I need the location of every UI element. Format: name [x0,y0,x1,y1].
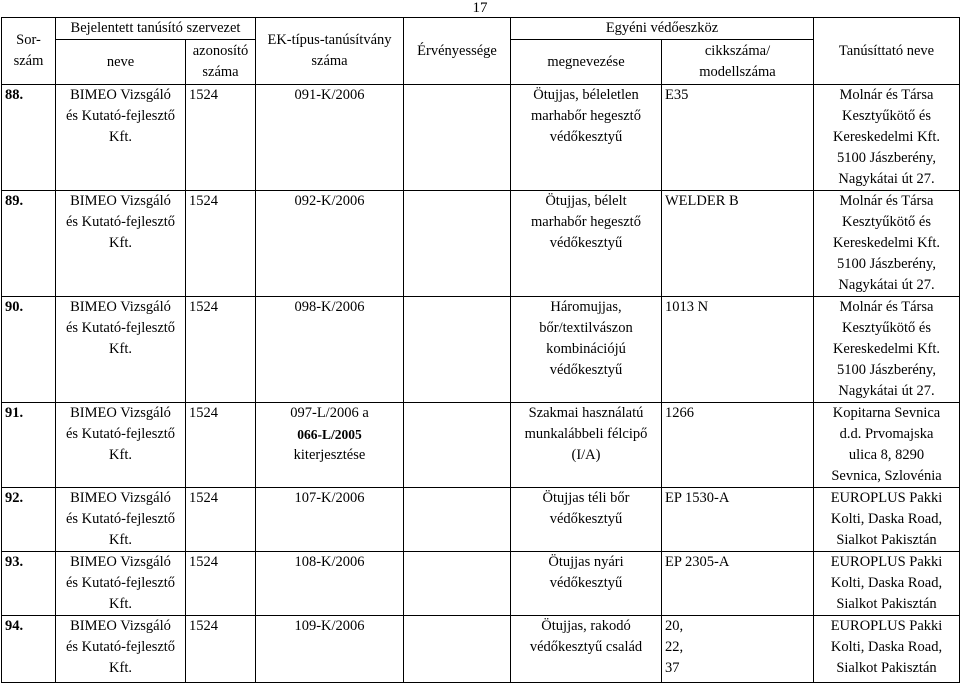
organization-id: 1524 [186,552,256,616]
equipment-name [511,616,662,683]
org-line: és Kutató-fejlesztő [65,426,176,442]
code-line: 1013 N [665,299,709,315]
ek-line: 097-L/2006 a [290,405,369,421]
header-org-id: azonosító száma [186,40,256,85]
ek-line: 091-K/2006 [294,87,365,103]
row-number: 90. [2,297,56,403]
certifier [814,403,960,488]
ek-line: 109-K/2006 [294,618,365,634]
header-sorszam: Sor-szám [2,18,56,85]
name-line: kombinációjú [546,341,626,357]
org-line: és Kutató-fejlesztő [65,214,176,230]
header-certifier: Tanúsíttató neve [814,18,960,85]
code-line: EP 1530-A [665,490,730,506]
equipment-code [662,552,814,616]
organization-id: 1524 [186,616,256,683]
name-line: védőkesztyű [549,575,623,591]
ek-certificate-number [256,552,404,616]
cert-line: Sevnica, Szlovénia [831,468,942,484]
equipment-code [662,616,814,683]
register-table [1,17,960,683]
equipment-code [662,403,814,488]
org-line: BIMEO Vizsgáló [70,193,171,209]
organization-name [56,488,186,552]
validity [404,403,511,488]
org-line: és Kutató-fejlesztő [65,511,176,527]
header-ek-number: EK-típus-tanúsítvány száma [256,18,404,85]
organization-id: 1524 [186,403,256,488]
org-line: Kft. [109,447,132,463]
row-number: 93. [2,552,56,616]
name-line: (I/A) [571,447,601,463]
org-line: Kft. [109,532,132,548]
cert-line: 5100 Jászberény, [837,256,936,272]
cert-line: 5100 Jászberény, [837,150,936,166]
header-equipment-name: megnevezése [511,40,662,85]
register-body [2,85,960,683]
ek-certificate-number [256,85,404,191]
cert-line: EUROPLUS Pakki [830,618,943,634]
table-row [2,297,960,403]
row-number: 89. [2,191,56,297]
equipment-code [662,85,814,191]
ek-certificate-number [256,191,404,297]
cert-line: Molnár és Társa [839,299,934,315]
certifier [814,488,960,552]
name-line: Ötujjas, béleletlen [533,87,639,103]
organization-name [56,616,186,683]
equipment-name [511,403,662,488]
cert-line: Nagykátai út 27. [838,383,935,399]
validity [404,488,511,552]
cert-line: Kereskedelmi Kft. [832,341,941,357]
code-line: 1266 [665,405,694,421]
org-line: BIMEO Vizsgáló [70,618,171,634]
equipment-name [511,552,662,616]
org-line: BIMEO Vizsgáló [70,490,171,506]
org-line: BIMEO Vizsgáló [70,299,171,315]
ek-certificate-number [256,488,404,552]
validity [404,297,511,403]
equipment-name [511,297,662,403]
certifier [814,191,960,297]
header-equipment-code: cikkszáma/ modellszáma [662,40,814,85]
ek-line: kiterjesztése [293,447,366,463]
ek-line: 092-K/2006 [294,193,365,209]
code-line: 20, [665,618,684,634]
cert-line: Nagykátai út 27. [838,171,935,187]
org-line: és Kutató-fejlesztő [65,575,176,591]
cert-line: d.d. Prvomajska [839,426,934,442]
row-number: 88. [2,85,56,191]
certifier [814,552,960,616]
cert-line: 5100 Jászberény, [837,362,936,378]
organization-name [56,85,186,191]
equipment-code [662,297,814,403]
cert-line: EUROPLUS Pakki [830,490,943,506]
cert-line: Sialkot Pakisztán [836,532,937,548]
organization-id: 1524 [186,488,256,552]
certifier [814,616,960,683]
org-line: BIMEO Vizsgáló [70,554,171,570]
name-line: védőkesztyű [549,362,623,378]
ek-certificate-number [256,297,404,403]
equipment-code [662,191,814,297]
org-line: Kft. [109,129,132,145]
name-line: Ötujjas, rakodó [541,618,631,634]
row-number: 94. [2,616,56,683]
table-row [2,488,960,552]
cert-line: Sialkot Pakisztán [836,660,937,676]
table-row [2,552,960,616]
ek-certificate-number [256,616,404,683]
name-line: védőkesztyű [549,511,623,527]
name-line: marhabőr hegesztő [531,214,641,230]
organization-name [56,552,186,616]
cert-line: Kolti, Daska Road, [830,639,943,655]
cert-line: Nagykátai út 27. [838,277,935,293]
cert-line: Kolti, Daska Road, [830,511,943,527]
cert-line: ulica 8, 8290 [848,447,925,463]
name-line: Szakmai használatú [528,405,644,421]
equipment-name [511,85,662,191]
row-number: 92. [2,488,56,552]
org-line: Kft. [109,660,132,676]
cert-line: Kopitarna Sevnica [832,405,941,421]
name-line: Ötujjas, bélelt [545,193,627,209]
code-line: 22, [665,639,684,655]
organization-id: 1524 [186,297,256,403]
row-number: 91. [2,403,56,488]
ek-line: 107-K/2006 [294,490,365,506]
org-line: Kft. [109,596,132,612]
certifier [814,85,960,191]
name-line: Ötujjas téli bőr [542,490,630,506]
ek-line: 108-K/2006 [294,554,365,570]
header-org-name: neve [56,40,186,85]
cert-line: Molnár és Társa [839,193,934,209]
name-line: védőkesztyű [549,129,623,145]
code-line: 37 [665,660,680,676]
name-line: Háromujjas, [550,299,622,315]
page-number: 17 [472,0,488,16]
name-line: munkalábbeli félcipő [524,426,648,442]
validity [404,191,511,297]
validity [404,85,511,191]
organization-name [56,403,186,488]
org-line: és Kutató-fejlesztő [65,639,176,655]
org-line: Kft. [109,235,132,251]
cert-line: Sialkot Pakisztán [836,596,937,612]
header-row-top [2,18,960,40]
ek-line: 098-K/2006 [294,299,365,315]
cert-line: EUROPLUS Pakki [830,554,943,570]
org-line: BIMEO Vizsgáló [70,405,171,421]
header-validity: Érvényessége [404,18,511,85]
table-row [2,616,960,683]
cert-line: Kesztyűkötő és [842,108,931,124]
name-line: marhabőr hegesztő [531,108,641,124]
code-line: EP 2305-A [665,554,730,570]
org-line: BIMEO Vizsgáló [70,87,171,103]
org-line: és Kutató-fejlesztő [65,108,176,124]
cert-line: Molnár és Társa [839,87,934,103]
certifier [814,297,960,403]
cert-line: Kolti, Daska Road, [830,575,943,591]
equipment-name [511,191,662,297]
code-line: E35 [665,87,689,103]
organization-name [56,191,186,297]
ek-line: 066-L/2005 [297,427,362,442]
org-line: és Kutató-fejlesztő [65,320,176,336]
validity [404,552,511,616]
cert-line: Kesztyűkötő és [842,320,931,336]
name-line: Ötujjas nyári [548,554,624,570]
table-row [2,191,960,297]
cert-line: Kereskedelmi Kft. [832,129,941,145]
name-line: védőkesztyű [549,235,623,251]
name-line: bőr/textilvászon [539,320,633,336]
code-line: WELDER B [665,193,739,209]
header-equipment-group: Egyéni védőeszköz [511,18,814,40]
org-line: Kft. [109,341,132,357]
equipment-code [662,488,814,552]
table-row [2,85,960,191]
organization-name [56,297,186,403]
ek-certificate-number [256,403,404,488]
cert-line: Kesztyűkötő és [842,214,931,230]
name-line: védőkesztyű család [529,639,643,655]
cert-line: Kereskedelmi Kft. [832,235,941,251]
organization-id: 1524 [186,191,256,297]
header-org-group: Bejelentett tanúsító szervezet [56,18,256,40]
table-row [2,403,960,488]
equipment-name [511,488,662,552]
validity [404,616,511,683]
organization-id: 1524 [186,85,256,191]
